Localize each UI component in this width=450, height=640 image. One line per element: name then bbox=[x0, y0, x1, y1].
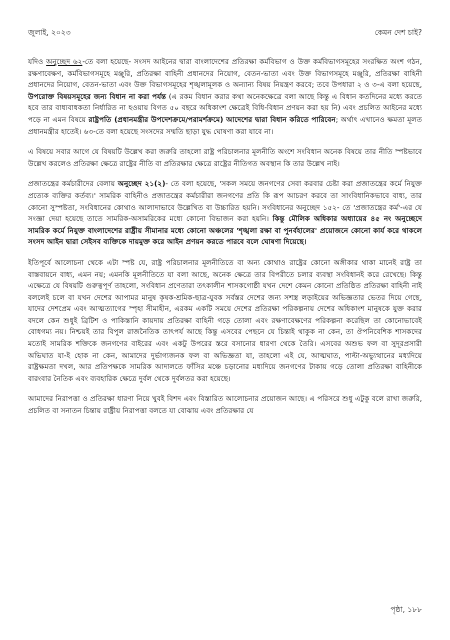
page-number: পৃষ্ঠা, ১৮৮ bbox=[390, 605, 422, 614]
text-run: প্রজাতন্ত্রের কর্মচারীদের বেলায় bbox=[28, 179, 118, 189]
body-paragraph bbox=[28, 146, 422, 169]
body-paragraph bbox=[28, 56, 422, 137]
header-date: জুলাই, ২০২৩ bbox=[28, 28, 71, 37]
body-paragraph bbox=[28, 178, 422, 248]
underlined-text-run: অনুচ্ছেদ ৬২ bbox=[46, 57, 83, 66]
text-run: ; অর্থাৎ এখানেও ক্ষমতা মূলত প্রধানমন্ত্রীর হাতেই। ৬৩-তে বলা হয়েছে সংসদের সম্মতি ছাড়া যুদ্ধ ঘোষণা করা যাবে না। bbox=[28, 114, 422, 136]
page-body bbox=[28, 56, 422, 426]
bold-text-run: উপরোক্ত বিষয়সমূহের জন্য বিধান না করা পর্যন্ত bbox=[28, 91, 167, 101]
bold-text-run: রাষ্ট্রপতি (প্রধানমন্ত্রীর উপদেশক্রমে/পরামর্শক্রমে) আদেশের দ্বারা বিধান করিতে পারিবেন bbox=[88, 114, 336, 124]
bold-text-run: কিন্তু মৌলিক অধিকার অধ্যায়ের ৪৫ নং অনুচ্ছেদে সামরিক কর্মে নিযুক্ত বাংলাদেশের রাষ্ট্রীয় সীমানার মধ্যে কোনো অঞ্চলের 'শৃঙ্খলা রক্ষা বা পুনর্বহালের' প্রয়োজনে কোনো কার্য করে থাকলে সংসদ আইন দ্বারা সেইসব ব্যক্তিকে দায়মুক্ত করে আইন প্রণয়ন করতে পারবে বলে ঘোষণা দিয়েছে। bbox=[28, 214, 422, 247]
text-run: - তে বলা হয়েছে, 'সকল সময়ে জনগণের সেবা করবার চেষ্টা করা প্রজাতন্ত্রের কর্মে নিযুক্ত প্রত্যেক ব্যক্তির কর্তব্য।' সামরিক বাহিনীও প্রজাতন্ত্রের কর্মচারীরা জনগণের প্রতি কি রূপ আচরণ করবে তা সাংবিধানিকভাবে বাধ্য, তার কোনো সুস্পষ্টতা, সংবিধানের কোথাও আলাদাভাবে উল্লেখিত বা উচ্চারিত হয়নি। সংবিধানের অনুচ্ছেদ ১৫২- তে 'প্রজাতন্ত্রের কর্ম'-এর যে সংজ্ঞা দেয়া হয়েছে তাতে সামরিক-অসামরিকের মধ্যে কোনো বিভাজন করা হয়নি। bbox=[28, 179, 422, 224]
text-run: আমাদের নিরাপত্তা ও প্রতিরক্ষা ধারণা নিয়ে খুবই বিশদ এবং বিস্তারিত আলোচনার প্রয়োজন আছে। এ পরিসরে শুধু এটুকু বলে রাখা জরুরি, প্রচলিত বা সনাতন চিন্তায় রাষ্ট্রীয় নিরাপত্তা বলতে যা বোঝায় এবং প্রতিরক্ষার যে bbox=[28, 394, 422, 416]
body-paragraph bbox=[28, 393, 422, 416]
text-run: ইতিপূর্বে আলোচনা থেকে এটা স্পষ্ট যে, রাষ্ট্র পরিচালনার মূলনীতিতে বা অন্য কোথাও রাষ্ট্রের কোনো অঙ্গীকার থাকা মানেই রাষ্ট্র তা বাস্তবায়নে বাধ্য, এমন নয়; এমনকি মূলনীতিতে যা বলা আছে, অনেক ক্ষেত্রে তার বিপরীতে চলার ব্যবস্থা সংবিধানই করে রেখেছে। কিন্তু এক্ষেত্রে যে বিষয়টি গুরুত্বপূর্ণ তাহলো, সংবিধান প্রণেতারা তৎকালীন শাসকগোষ্ঠী যখন দেশে কেমন কোনো প্রতিষ্ঠিত প্রতিরক্ষা বাহিনী নাই বললেই চলে বা যখন দেশের আপামর মানুষ কৃষক-শ্রমিক-ছাত্র-যুবক সর্বস্তর দেশের জন্য সশস্ত্র লড়াইয়ের অভিজ্ঞতার ভেতর দিয়ে গেছে, যাদের দেশপ্রেম এবং আত্মত্যাগের স্পৃহা সীমাহীন, এরকম একটি সময়ে দেশের প্রতিরক্ষা পরিকল্পনায় দেশের অধিকাংশ মানুষকে যুক্ত করার বদলে কেন শুধুই ব্রিটিশ ও পাকিস্তানি কায়দায় প্রতিরক্ষা বাহিনী গড়ে তোলা এবং রক্ষণাবেক্ষণের পরিকল্পনা করেছিল তা কোনোভাবেই বোধগম্য নয়। নিশ্চয়ই তার বিপুল রাজনৈতিক তাৎপর্য আছে কিন্তু এসবের পেছনে যে চিন্তাই থাকুক না কেন, তা ঔপনিবেশিক শাসকদের মতোই সামরিক শক্তিকে জনগণের বাইরের এবং একটু উপরের স্তরে বসানোর ধারণা থেকে তৈরি। এসবের অশুভ ফল বা সুদূরপ্রসারী অভিঘাত যা-ই হোক না কেন, আমাদের দুর্ভাগ্যজনক ফল বা অভিজ্ঞতা যা, তাহলো এই যে, আত্মঘাত, পাল্টা-অভ্যুত্থানের মধ্যদিয়ে রাষ্ট্রক্ষমতা দখল, আর প্রতিপক্ষকে সামরিক আদালতে ফাঁসির মঞ্চে চড়ানোর মধ্যদিয়ে জনগণের টাকায় গড়ে তোলা প্রতিরক্ষা বাহিনীকে বারংবার নৈতিক এবং ব্যবহারিক ক্ষেত্রে দুর্বল থেকে দুর্বলতর করা হয়েছে। bbox=[28, 257, 422, 383]
body-paragraph bbox=[28, 257, 422, 385]
text-run: -তে বলা হয়েছে- সংসদ আইনের দ্বারা বাংলাদেশের প্রতিরক্ষা কর্মবিভাগ ও উক্ত কর্মবিভাগসমূহের সংরক্ষিত অংশ গঠন, রক্ষণাবেক্ষণ, কর্মবিভাগসমূহে মঞ্জুরি, প্রতিরক্ষা বাহিনী প্রধানদের নিয়োগ, বেতন-ভাতা এবং উক্ত বিভাগসমূহে মঞ্জুরি, প্রতিরক্ষা বাহিনী প্রধানদের নিয়োগ, বেতন-ভাতা এবং উক্ত বিভাগসমূহের শৃঙ্খলামূলক ও অন্যান্য বিষয় নিয়ন্ত্রণ করবে; তবে উপধারা ২ ও ৩-এ বলা হয়েছে, bbox=[28, 57, 422, 90]
text-run: এ বিষয়ে সবার আগে যে বিষয়টি উল্লেখ করা জরুরি তাহলো রাষ্ট্র পরিচালনার মূলনীতি অংশে সংবিধান অনেক বিষয়ে তার নীতি স্পষ্টভাবে উল্লেখ করলেও প্রতিরক্ষা ক্ষেত্রে রাষ্ট্রের নীতি বা প্রতিরক্ষার ক্ষেত্রে রাষ্ট্রের নীতিগত অবস্থান কি তার উল্লেখ নাই। bbox=[28, 147, 422, 168]
header-title: কেমন দেশ চাই? bbox=[374, 28, 422, 37]
text-run: (এ রকম বিধান করার কথা অনেকক্ষেত্রে বলা আছে কিন্তু এ বিধান কতদিনের মধ্যে করতে হবে তার বাধ্যবাধকতা নির্ধারিত না হওয়ায় বিগত ৫০ বছরে অধিকাংশ ক্ষেত্রেই বিধি-বিধান প্রণয়ন করা হয় নি) এবং প্রচলিত আইনের মধ্যে পড়ে না এমন বিষয়ে bbox=[28, 91, 422, 124]
text-run: যদিও bbox=[28, 57, 47, 66]
bold-text-run: অনুচ্ছেদ ২১(২) bbox=[117, 179, 166, 189]
page-header bbox=[28, 28, 422, 42]
